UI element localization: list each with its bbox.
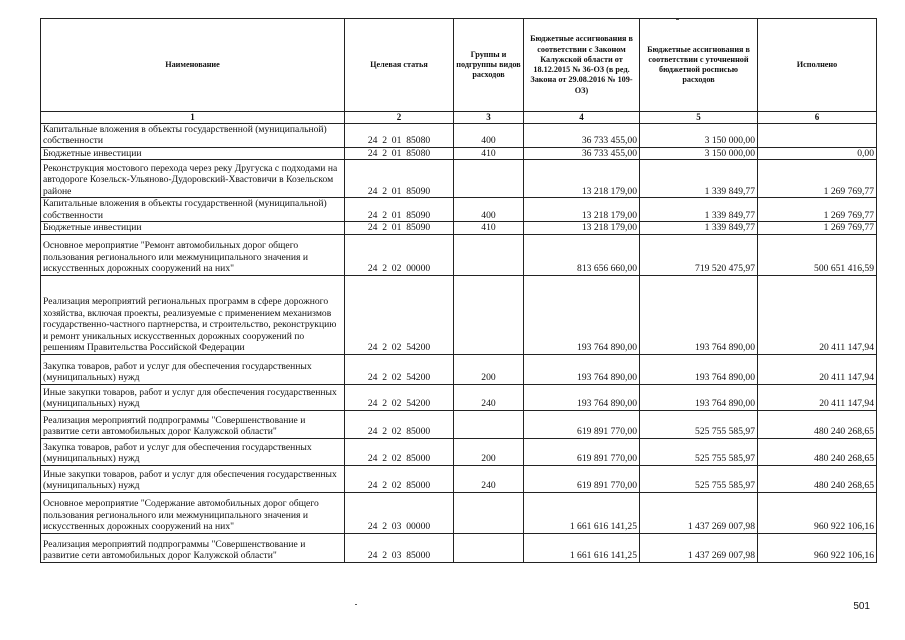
row-executed-amount: 480 240 268,65 xyxy=(758,410,877,438)
row-expense-group: 400 xyxy=(454,123,524,147)
row-law-amount: 13 218 179,00 xyxy=(524,198,640,222)
row-name: Реализация мероприятий подпрограммы "Совершенствование и развитие сети автомобильных дорог Калужской области" xyxy=(41,533,345,562)
row-executed-amount: 1 269 769,77 xyxy=(758,222,877,235)
table-row xyxy=(41,123,877,147)
table-row xyxy=(41,492,877,533)
page-number: 501 xyxy=(853,601,870,612)
table-row xyxy=(41,533,877,562)
row-name: Бюджетные инвестиции xyxy=(41,147,345,160)
row-expense-group: 240 xyxy=(454,465,524,492)
row-expense-group: 200 xyxy=(454,438,524,465)
header-executed: Исполнено xyxy=(758,19,877,112)
table-row xyxy=(41,465,877,492)
row-target-article: 24 2 01 85090 xyxy=(345,198,454,222)
row-target-article: 24 2 02 54200 xyxy=(345,384,454,410)
header-name: Наименование xyxy=(41,19,345,112)
row-law-amount: 13 218 179,00 xyxy=(524,160,640,198)
header-target-article: Целевая статья xyxy=(345,19,454,112)
row-name: Основное мероприятие "Ремонт автомобильных дорог общего пользования регионального или межмуниципального значения и искусственных дорожных сооружений на них" xyxy=(41,234,345,275)
row-refined-amount: 1 339 849,77 xyxy=(640,198,758,222)
column-number-row xyxy=(41,112,877,124)
row-name: Бюджетные инвестиции xyxy=(41,222,345,235)
row-executed-amount: 500 651 416,59 xyxy=(758,234,877,275)
row-target-article: 24 2 03 85000 xyxy=(345,533,454,562)
row-name: Капитальные вложения в объекты государственной (муниципальной) собственности xyxy=(41,123,345,147)
row-target-article: 24 2 01 85090 xyxy=(345,222,454,235)
row-expense-group: 410 xyxy=(454,147,524,160)
row-refined-amount: 1 437 269 007,98 xyxy=(640,533,758,562)
row-executed-amount: 1 269 769,77 xyxy=(758,198,877,222)
row-name: Реконструкция мостового перехода через реку Другуска с подходами на автодороге Козельск-Ульяново-Дудоровский-Хвастовичи в Козельском районе xyxy=(41,160,345,198)
row-executed-amount: 480 240 268,65 xyxy=(758,438,877,465)
row-target-article: 24 2 01 85080 xyxy=(345,147,454,160)
row-law-amount: 13 218 179,00 xyxy=(524,222,640,235)
row-refined-amount: 1 339 849,77 xyxy=(640,160,758,198)
column-number: 1 xyxy=(41,112,345,124)
row-law-amount: 619 891 770,00 xyxy=(524,438,640,465)
row-target-article: 24 2 02 85000 xyxy=(345,465,454,492)
row-refined-amount: 193 764 890,00 xyxy=(640,275,758,354)
table-row xyxy=(41,410,877,438)
row-law-amount: 619 891 770,00 xyxy=(524,465,640,492)
row-name: Иные закупки товаров, работ и услуг для обеспечения государственных (муниципальных) нужд xyxy=(41,465,345,492)
row-expense-group xyxy=(454,234,524,275)
budget-table xyxy=(40,18,877,563)
row-name: Закупка товаров, работ и услуг для обеспечения государственных (муниципальных) нужд xyxy=(41,354,345,384)
row-law-amount: 619 891 770,00 xyxy=(524,410,640,438)
row-expense-group xyxy=(454,492,524,533)
row-refined-amount: 193 764 890,00 xyxy=(640,354,758,384)
row-law-amount: 193 764 890,00 xyxy=(524,384,640,410)
row-refined-amount: 3 150 000,00 xyxy=(640,123,758,147)
table-row xyxy=(41,160,877,198)
row-executed-amount: 20 411 147,94 xyxy=(758,354,877,384)
row-law-amount: 193 764 890,00 xyxy=(524,354,640,384)
row-expense-group xyxy=(454,410,524,438)
row-executed-amount: 1 269 769,77 xyxy=(758,160,877,198)
row-executed-amount: 20 411 147,94 xyxy=(758,384,877,410)
row-name: Реализация мероприятий подпрограммы "Совершенствование и развитие сети автомобильных дорог Калужской области" xyxy=(41,410,345,438)
row-refined-amount: 1 339 849,77 xyxy=(640,222,758,235)
row-name: Реализация мероприятий региональных программ в сфере дорожного хозяйства, включая проекты, реализуемые с применением механизмов государственно-частного партнерства, и строительство, реконструкцию и ремонт уникальных искусственных дорожных сооружений по решениям Правительства Российской Федерации xyxy=(41,275,345,354)
table-row xyxy=(41,275,877,354)
row-target-article: 24 2 02 54200 xyxy=(345,354,454,384)
row-expense-group: 410 xyxy=(454,222,524,235)
row-refined-amount: 1 437 269 007,98 xyxy=(640,492,758,533)
row-executed-amount: 0,00 xyxy=(758,147,877,160)
row-expense-group xyxy=(454,160,524,198)
row-target-article: 24 2 02 54200 xyxy=(345,275,454,354)
row-target-article: 24 2 01 85080 xyxy=(345,123,454,147)
column-number: 6 xyxy=(758,112,877,124)
row-law-amount: 813 656 660,00 xyxy=(524,234,640,275)
table-body xyxy=(41,123,877,562)
row-refined-amount: 193 764 890,00 xyxy=(640,384,758,410)
row-executed-amount: 960 922 106,16 xyxy=(758,492,877,533)
column-number: 2 xyxy=(345,112,454,124)
row-refined-amount: 3 150 000,00 xyxy=(640,147,758,160)
header-law-allocations: Бюджетные ассигнования в соответствии с Законом Калужской области от 18.12.2015 № 36-ОЗ (в ред. Закона от 29.08.2016 № 109-ОЗ) xyxy=(524,19,640,112)
row-expense-group: 400 xyxy=(454,198,524,222)
row-refined-amount: 525 755 585,97 xyxy=(640,410,758,438)
row-law-amount: 1 661 616 141,25 xyxy=(524,533,640,562)
row-law-amount: 193 764 890,00 xyxy=(524,275,640,354)
table-row xyxy=(41,384,877,410)
row-law-amount: 1 661 616 141,25 xyxy=(524,492,640,533)
row-target-article: 24 2 02 85000 xyxy=(345,410,454,438)
row-name: Закупка товаров, работ и услуг для обеспечения государственных (муниципальных) нужд xyxy=(41,438,345,465)
row-executed-amount: 20 411 147,94 xyxy=(758,275,877,354)
row-target-article: 24 2 02 85000 xyxy=(345,438,454,465)
column-number: 4 xyxy=(524,112,640,124)
table-row xyxy=(41,147,877,160)
table-row xyxy=(41,234,877,275)
row-law-amount: 36 733 455,00 xyxy=(524,147,640,160)
row-executed-amount xyxy=(758,123,877,147)
row-expense-group: 200 xyxy=(454,354,524,384)
row-expense-group: 240 xyxy=(454,384,524,410)
row-name: Капитальные вложения в объекты государственной (муниципальной) собственности xyxy=(41,198,345,222)
table-row xyxy=(41,354,877,384)
row-expense-group xyxy=(454,275,524,354)
row-target-article: 24 2 03 00000 xyxy=(345,492,454,533)
row-executed-amount: 480 240 268,65 xyxy=(758,465,877,492)
table-row xyxy=(41,198,877,222)
column-number: 5 xyxy=(640,112,758,124)
column-number: 3 xyxy=(454,112,524,124)
header-row xyxy=(41,19,877,112)
row-law-amount: 36 733 455,00 xyxy=(524,123,640,147)
row-name: Основное мероприятие "Содержание автомобильных дорог общего пользования регионального или межмуниципального значения и искусственных дорожных сооружений на них" xyxy=(41,492,345,533)
row-name: Иные закупки товаров, работ и услуг для обеспечения государственных (муниципальных) нужд xyxy=(41,384,345,410)
row-executed-amount: 960 922 106,16 xyxy=(758,533,877,562)
header-expense-groups: Группы и подгруппы видов расходов xyxy=(454,19,524,112)
row-expense-group xyxy=(454,533,524,562)
row-refined-amount: 525 755 585,97 xyxy=(640,438,758,465)
header-refined-allocations: Бюджетные ассигнования в соответствии с уточненной бюджетной росписью расходов xyxy=(640,19,758,112)
row-target-article: 24 2 01 85090 xyxy=(345,160,454,198)
table-row xyxy=(41,222,877,235)
row-target-article: 24 2 02 00000 xyxy=(345,234,454,275)
row-refined-amount: 525 755 585,97 xyxy=(640,465,758,492)
table-row xyxy=(41,438,877,465)
budget-sheet xyxy=(40,18,876,563)
row-refined-amount: 719 520 475,97 xyxy=(640,234,758,275)
